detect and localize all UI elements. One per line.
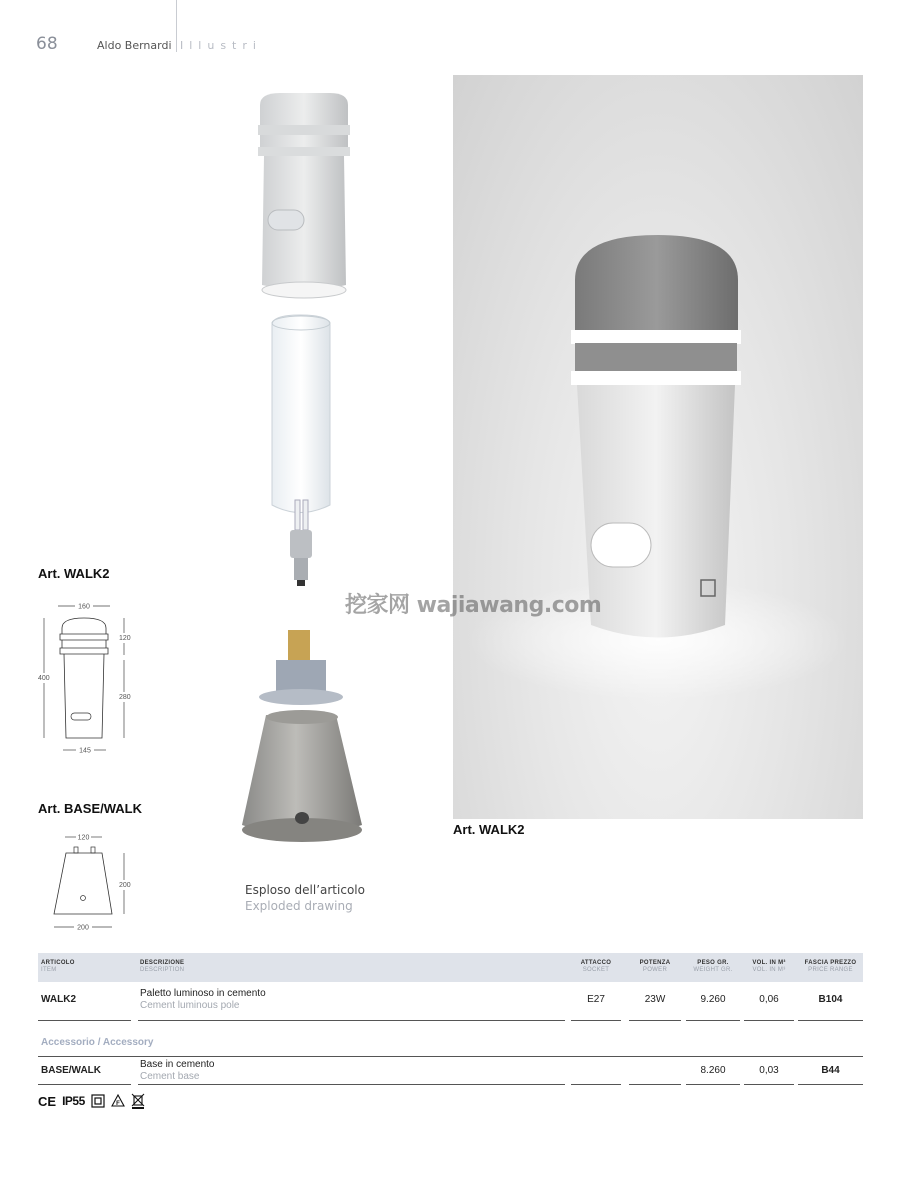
ip-rating: IP55: [62, 1094, 85, 1108]
accessory-volume: 0,03: [759, 1065, 779, 1076]
dim-top-height: 120: [119, 635, 131, 642]
weee-bin-icon: [131, 1093, 145, 1109]
page-number: 68: [36, 34, 58, 54]
accessory-weight: 8.260: [700, 1065, 726, 1076]
glass-diffuser-part: [272, 315, 330, 513]
accessory-price: B44: [821, 1065, 840, 1076]
collection-name: Illustri: [180, 39, 262, 52]
f-mark-icon: [111, 1094, 125, 1108]
svg-text:F: F: [115, 1101, 120, 1107]
photo-caption: Art. WALK2: [453, 822, 525, 837]
class-ii-icon: [91, 1094, 105, 1108]
product-photo: [453, 75, 863, 819]
col-socket: ATTACCO SOCKET: [580, 960, 612, 973]
base-dim-top-width: 120: [77, 834, 90, 842]
table-row: [38, 1019, 863, 1082]
header-divider: [176, 0, 177, 52]
dim-body-height: 280: [119, 694, 131, 701]
ce-mark-icon: CE: [38, 1093, 57, 1109]
base-technical-drawing: [38, 830, 148, 940]
pole-head-part: [258, 93, 350, 298]
product-table: [38, 953, 863, 1082]
row-item: WALK2: [41, 994, 76, 1005]
walk2-technical-drawing: [38, 600, 148, 765]
base-dim-bottom-width: 200: [77, 924, 89, 932]
col-price: FASCIA PREZZO PRICE RANGE: [804, 960, 857, 973]
exploded-drawing: [230, 85, 390, 865]
row-weight: 9.260: [700, 994, 726, 1005]
row-description: Paletto luminoso in cemento Cement luminous pole: [140, 988, 266, 1011]
watermark-text: 挖家网 wajiawang.com: [345, 593, 602, 618]
col-volume: VOL. IN M³ VOL. IN M³: [752, 960, 786, 973]
row-price: B104: [818, 994, 843, 1005]
base-dim-height: 200: [119, 882, 131, 889]
accessory-label: Accessorio / Accessory: [41, 1037, 154, 1048]
row-socket: E27: [587, 994, 605, 1005]
brand-name: Aldo Bernardi: [97, 39, 172, 52]
dim-top-width: 160: [78, 603, 90, 611]
dim-bottom-width: 145: [79, 747, 91, 755]
dim-total-height: 400: [38, 675, 50, 682]
exploded-label-en: Exploded drawing: [245, 899, 353, 913]
row-volume: 0,06: [759, 994, 779, 1005]
walk2-drawing-title: Art. WALK2: [38, 566, 110, 581]
col-weight: PESO GR. WEIGHT GR.: [693, 960, 733, 973]
accessory-item: BASE/WALK: [41, 1065, 101, 1076]
exploded-label-it: Esploso dell’articolo: [245, 883, 365, 897]
accessory-description: Base in cemento Cement base: [140, 1059, 215, 1082]
col-power: POTENZA POWER: [639, 960, 671, 973]
base-drawing-title: Art. BASE/WALK: [38, 801, 142, 816]
base-part: [242, 630, 362, 842]
col-item: ARTICOLO ITEM: [41, 960, 75, 973]
row-power: 23W: [644, 994, 666, 1005]
certification-icons: [38, 1093, 145, 1109]
table-header: [38, 953, 863, 982]
col-description: DESCRIZIONE DESCRIPTION: [140, 960, 185, 973]
